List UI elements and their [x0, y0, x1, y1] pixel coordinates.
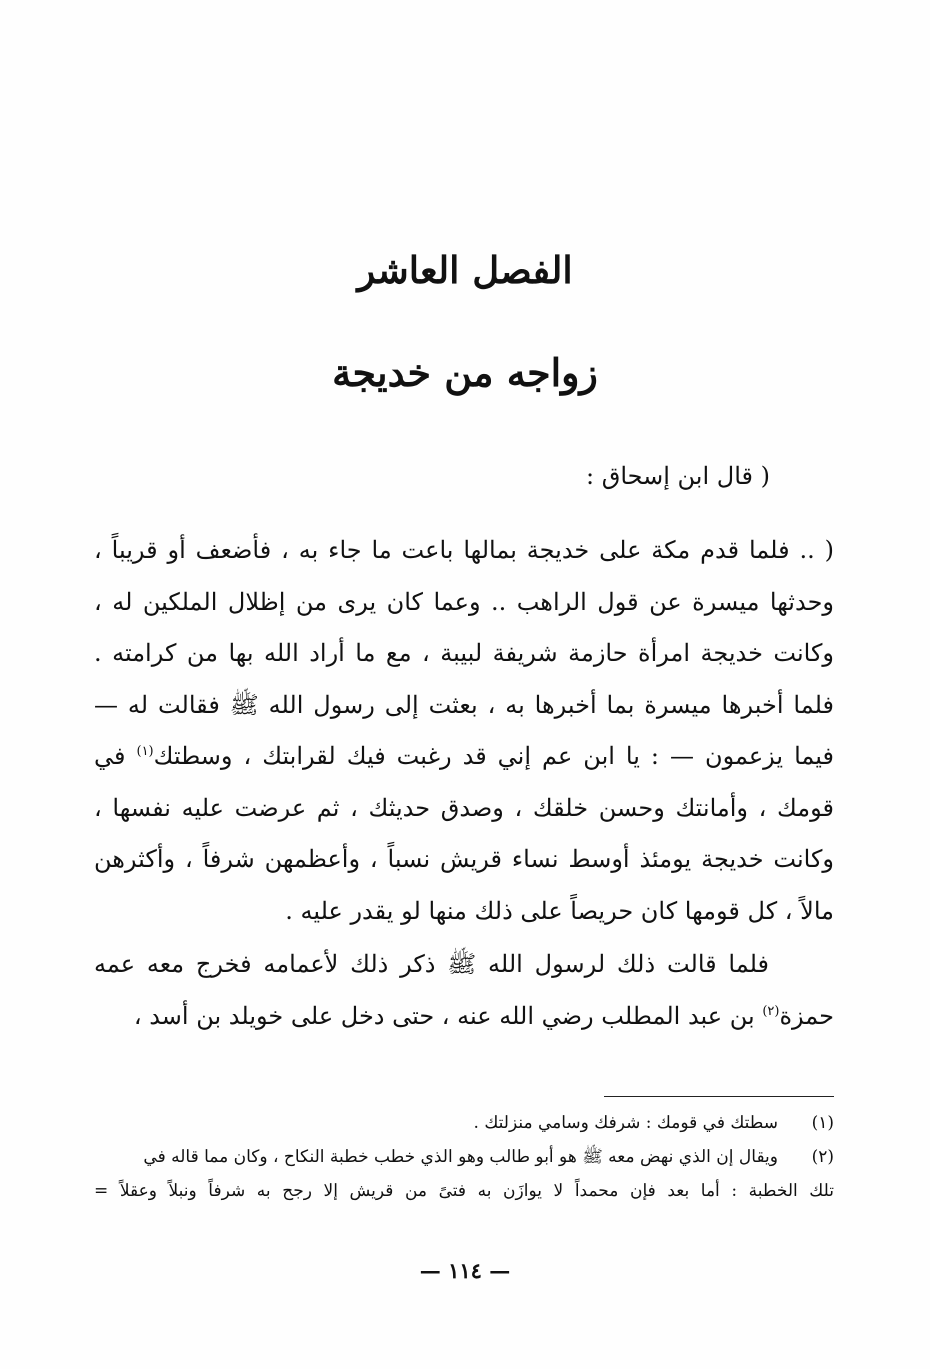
footnote-2-continuation: تلك الخطبة : أما بعد فإن محمداً لا يوازَن به فتىً من قريش إلا رجح به شرفاً ونبلاً وعقلاً =: [94, 1181, 834, 1201]
intro-line: ( قال ابن إسحاق :: [585, 462, 770, 490]
paragraph-1-text-b: في قومك ، وأمانتك وحسن خلقك ، وصدق حديثك ، ثم عرضت عليه نفسها ، وكانت خديجة يومئذ أوسط نساء قريش نسباً ، وأعظمهن شرفاً ، وأكثرهن مالاً ، كل قومها كان حريصاً على ذلك منها لو يقدر عليه .: [94, 742, 834, 925]
body-paragraph-2: [94, 939, 834, 1042]
paragraph-2-text-a: فلما قالت ذلك لرسول الله ﷺ ذكر ذلك لأعمامه فخرج معه عمه حمزة: [94, 950, 834, 1030]
body-paragraph-1: [94, 525, 834, 937]
footnote-2: [94, 1140, 834, 1174]
paragraph-1-text-a: ( .. فلما قدم مكة على خديجة بمالها باعت ما جاء به ، فأضعف أو قريباً ، وحدثها ميسرة عن قول الراهب .. وعما كان يرى من إظلال الملكين له ، وكانت خديجة امرأة حازمة شريفة لبيبة ، مع ما أراد الله بها من كرامته . فلما أخبرها ميسرة بما أخبرها به ، بعثت إلى رسول الله ﷺ فقالت له — فيما يزعمون — : يا ابن عم إني قد رغبت فيك لقرابتك ، وسطتك: [94, 536, 835, 770]
chapter-label: الفصل العاشر: [357, 248, 573, 292]
paragraph-2-text-b: بن عبد المطلب رضي الله عنه ، حتى دخل على خويلد بن أسد ،: [133, 1001, 763, 1030]
footnote-marker-2: (٢): [762, 1003, 780, 1019]
footnote-text: سطتك في قومك : شرفك وسامي منزلتك .: [473, 1113, 778, 1133]
footnote-text: ويقال إن الذي نهض معه ﷺ هو أبو طالب وهو الذي خطب خطبة النكاح ، وكان مما قاله في: [143, 1147, 778, 1167]
chapter-title: زواجه من خديجة: [332, 350, 598, 395]
footnote-separator: [604, 1096, 834, 1097]
footnote-marker-1: (١): [136, 744, 154, 759]
footnotes-section: [94, 1106, 834, 1208]
footnote-1: [94, 1106, 834, 1140]
footnote-number: (٢): [811, 1147, 834, 1167]
footnote-number: (١): [811, 1113, 834, 1133]
page-number: — ١١٤ —: [419, 1258, 511, 1283]
